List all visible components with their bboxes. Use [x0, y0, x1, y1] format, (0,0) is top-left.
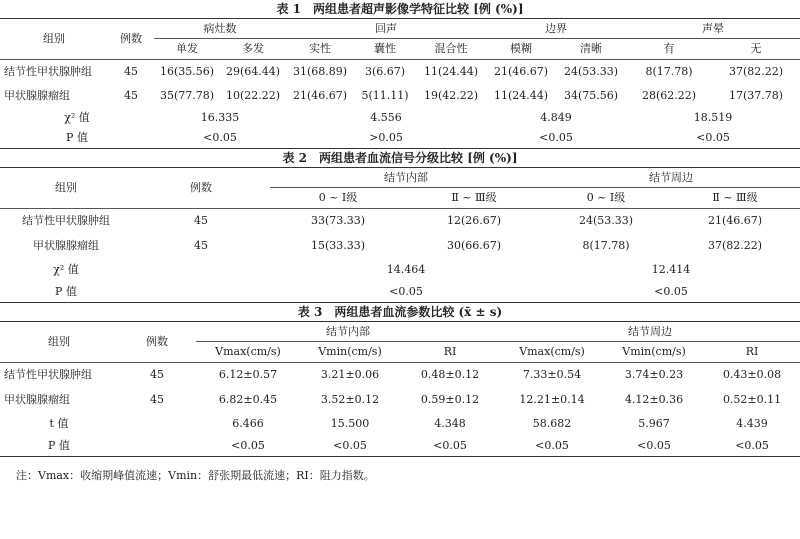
cell: 29(64.44) [225, 64, 281, 78]
stat-value: <0.05 [231, 438, 265, 452]
table1-subcol: 多发 [242, 42, 264, 55]
cell: 37(82.22) [728, 64, 784, 78]
row-group: 结节性甲状腺肿组 [22, 214, 110, 228]
cell: 12(26.67) [446, 214, 502, 228]
stat-value: <0.05 [654, 284, 688, 298]
cell: 31(68.89) [292, 64, 348, 78]
stat-value: <0.05 [433, 438, 467, 452]
table2-subcol: Ⅱ ~ Ⅲ级 [451, 191, 497, 204]
row-count: 45 [194, 239, 208, 252]
cell: 6.82±0.45 [218, 393, 278, 406]
table1-count-header: 例数 [108, 19, 154, 60]
table1-colgroup: 声晕 [626, 19, 800, 39]
table3-subcol: RI [745, 345, 759, 358]
cell: 30(66.67) [446, 239, 502, 252]
stat-value: 15.500 [330, 417, 370, 430]
table3-caption: 表 3 两组患者血流参数比较 (x̄ ± s) [297, 305, 503, 319]
cell: 24(53.33) [578, 214, 634, 228]
table-note: 注：Vmax：收缩期峰值流速；Vmin：舒张期最低流速；RI：阻力指数。 [16, 469, 375, 482]
cell: 15(33.33) [310, 239, 366, 252]
cell: 35(77.78) [159, 88, 215, 102]
table1-group-header: 组别 [0, 19, 108, 60]
cell: 4.12±0.36 [624, 393, 684, 406]
cell: 21(46.67) [292, 88, 348, 102]
cell: 3.74±0.23 [624, 368, 684, 382]
cell: 34(75.56) [563, 88, 619, 102]
stat-label: χ² 值 [64, 111, 90, 124]
table2 [0, 167, 800, 303]
table1-colgroup: 回声 [286, 19, 486, 39]
stat-value: 58.682 [532, 417, 572, 430]
row-group: 结节性甲状腺肿组 [4, 64, 92, 78]
table2-subcol: 0 ~ Ⅰ级 [318, 191, 358, 204]
table1-subcol: 单发 [176, 42, 198, 55]
row-count: 45 [150, 393, 164, 406]
table3-subcol: RI [443, 345, 457, 358]
row-group: 甲状腺腺瘤组 [33, 239, 99, 252]
row-count: 45 [124, 88, 138, 102]
cell: 0.52±0.11 [722, 393, 782, 406]
table-row [0, 363, 800, 388]
stat-value: 16.335 [200, 111, 240, 124]
table-row [0, 209, 800, 234]
cell: 33(73.33) [310, 214, 366, 228]
cell: 17(37.78) [728, 88, 784, 102]
row-group: 甲状腺腺瘤组 [4, 393, 70, 406]
table3-subcol: Vmin(cm/s) [622, 345, 686, 358]
stat-value: 4.849 [540, 111, 572, 124]
cell: 0.43±0.08 [722, 368, 782, 382]
stat-value: <0.05 [203, 131, 237, 145]
cell: 11(24.44) [493, 88, 549, 102]
cell: 8(17.78) [582, 239, 630, 252]
table1-colgroup: 病灶数 [154, 19, 286, 39]
cell: 24(53.33) [563, 64, 619, 78]
cell: 3(6.67) [364, 64, 406, 78]
stat-value: 14.464 [386, 263, 426, 276]
table3-colgroup: 结节内部 [196, 322, 500, 342]
table1-caption: 表 1 两组患者超声影像学特征比较 [例 (%)] [276, 2, 524, 16]
cell: 5(11.11) [361, 88, 409, 102]
table3-count-header: 例数 [118, 322, 196, 363]
table1-subcol: 模糊 [510, 42, 533, 55]
cell: 19(42.22) [423, 88, 479, 102]
table1-colgroup: 边界 [486, 19, 626, 39]
stat-value: 6.466 [232, 417, 264, 430]
stat-value: 5.967 [638, 417, 670, 430]
table-row [0, 413, 800, 436]
table3-subcol: Vmax(cm/s) [519, 345, 585, 358]
table1-subcol: 有 [663, 42, 675, 55]
cell: 21(46.67) [707, 214, 763, 228]
table1-subcol: 无 [750, 42, 762, 55]
cell: 7.33±0.54 [522, 368, 582, 382]
cell: 28(62.22) [641, 88, 697, 102]
cell: 10(22.22) [225, 88, 281, 102]
stat-label: P 值 [48, 438, 70, 452]
table2-subcol: Ⅱ ~ Ⅲ级 [712, 191, 758, 204]
cell: 12.21±0.14 [519, 393, 585, 406]
stat-value: 4.556 [370, 111, 402, 124]
table2-subcol: 0 ~ Ⅰ级 [586, 191, 626, 204]
table2-count-header: 例数 [132, 168, 270, 209]
stat-value: 18.519 [693, 111, 733, 124]
stat-value: <0.05 [637, 438, 671, 452]
table2-caption: 表 2 两组患者血流信号分级比较 [例 (%)] [282, 151, 518, 165]
cell: 0.48±0.12 [420, 368, 480, 382]
row-count: 45 [194, 214, 208, 228]
table3 [0, 321, 800, 457]
table1-subcol: 囊性 [374, 42, 396, 55]
table3-colgroup: 结节周边 [500, 322, 800, 342]
stat-label: P 值 [55, 284, 77, 298]
cell: 3.52±0.12 [320, 393, 380, 406]
cell: 37(82.22) [707, 239, 763, 252]
table1-subcol: 清晰 [580, 42, 603, 55]
stat-value: <0.05 [535, 438, 569, 452]
stat-label: t 值 [49, 417, 69, 430]
table3-subcol: Vmin(cm/s) [318, 345, 382, 358]
table1 [0, 18, 800, 149]
row-group: 甲状腺腺瘤组 [4, 88, 70, 102]
cell: 8(17.78) [645, 64, 693, 78]
cell: 3.21±0.06 [320, 368, 380, 382]
table1-subcol: 实性 [309, 42, 331, 55]
table-row [0, 436, 800, 457]
row-count: 45 [124, 64, 138, 78]
table-row [0, 388, 800, 413]
stat-value: <0.05 [389, 284, 423, 298]
stat-value: <0.05 [333, 438, 367, 452]
table2-group-header: 组别 [0, 168, 132, 209]
table-row [0, 60, 800, 84]
stat-value: 4.439 [736, 417, 768, 430]
table-row [0, 129, 800, 149]
table1-subcol: 混合性 [434, 42, 468, 55]
cell: 6.12±0.57 [218, 368, 278, 382]
cell: 21(46.67) [493, 64, 549, 78]
cell: 16(35.56) [159, 64, 215, 78]
stat-label: χ² 值 [53, 263, 79, 276]
stat-value: <0.05 [735, 438, 769, 452]
table-row [0, 108, 800, 129]
table-row [0, 234, 800, 259]
table-row [0, 84, 800, 108]
table-row [0, 259, 800, 282]
stat-value: >0.05 [369, 131, 403, 145]
stat-label: P 值 [66, 131, 88, 145]
table2-colgroup: 结节周边 [542, 168, 800, 188]
row-count: 45 [150, 368, 164, 382]
stat-value: 12.414 [651, 263, 691, 276]
stat-value: <0.05 [539, 131, 573, 145]
table3-group-header: 组别 [0, 322, 118, 363]
table3-subcol: Vmax(cm/s) [215, 345, 281, 358]
table2-colgroup: 结节内部 [270, 168, 542, 188]
cell: 0.59±0.12 [420, 393, 480, 406]
table-row [0, 282, 800, 303]
stat-value: 4.348 [434, 417, 466, 430]
row-group: 结节性甲状腺肿组 [4, 368, 92, 382]
stat-value: <0.05 [696, 131, 730, 145]
cell: 11(24.44) [423, 64, 479, 78]
